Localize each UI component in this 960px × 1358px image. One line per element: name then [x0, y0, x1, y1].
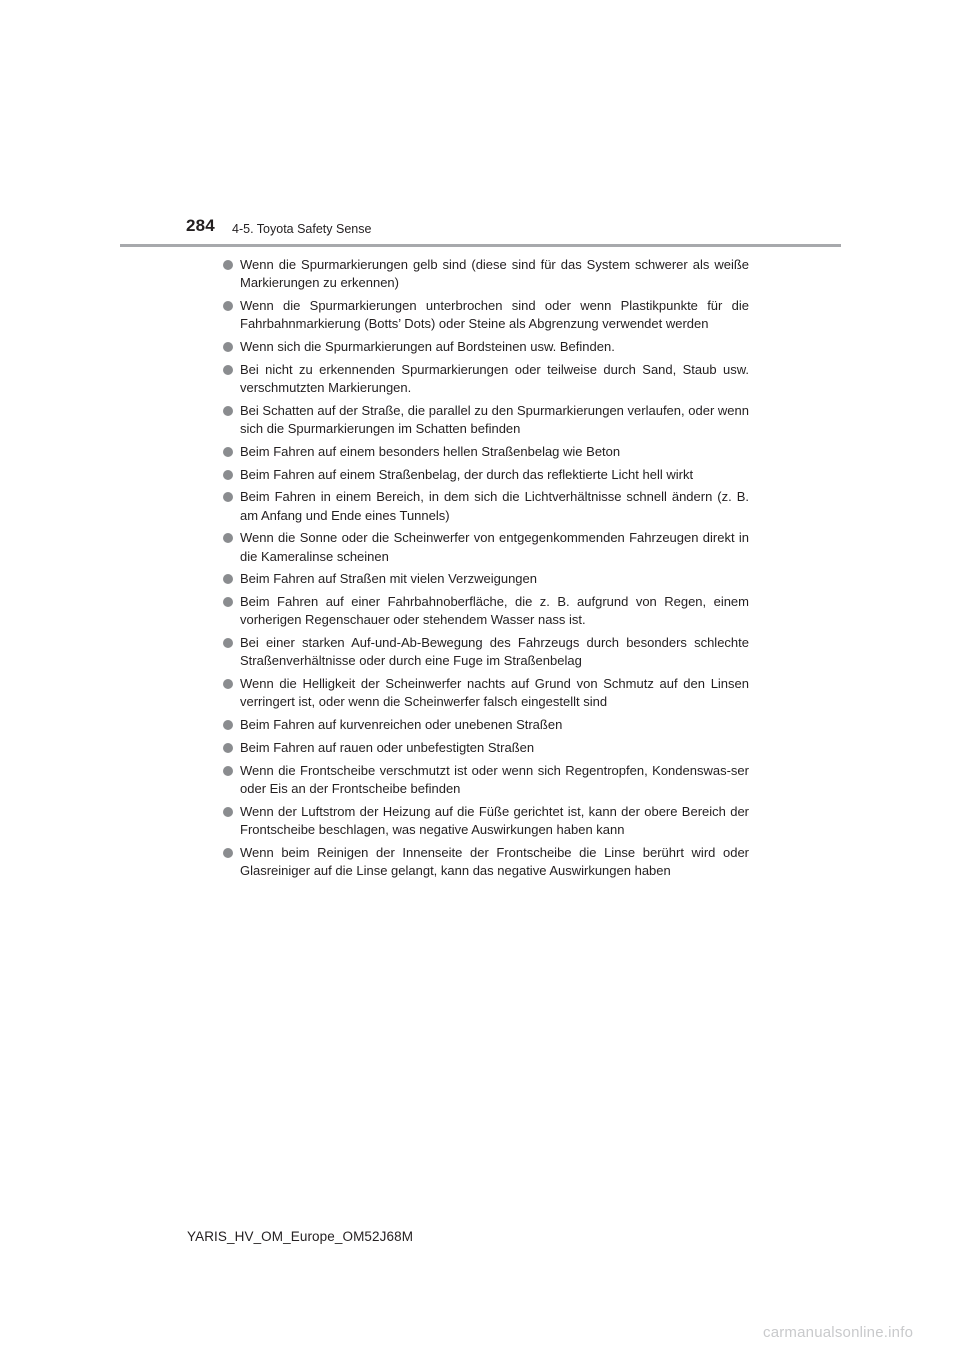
list-item-text: Bei nicht zu erkennenden Spurmarkierungen oder teilweise durch Sand, Staub usw. verschmutzten Markierungen.: [240, 361, 749, 395]
bullet-dot-icon: [223, 638, 233, 648]
bullet-dot-icon: [223, 720, 233, 730]
list-item-text: Beim Fahren auf einem Straßenbelag, der durch das reflektierte Licht hell wirkt: [240, 466, 694, 482]
list-item-text: Wenn die Frontscheibe verschmutzt ist oder wenn sich Regentropfen, Kondenswas-ser oder Eis an der Frontscheibe befinden: [240, 762, 749, 796]
bullet-dot-icon: [223, 447, 233, 457]
bullet-dot-icon: [223, 260, 233, 270]
list-item: [223, 488, 749, 524]
bullet-dot-icon: [223, 365, 233, 375]
list-item-text: Beim Fahren auf rauen oder unbefestigten Straßen: [240, 739, 535, 755]
section-title: 4-5. Toyota Safety Sense: [232, 222, 372, 236]
header-divider: [120, 244, 841, 247]
list-item: [223, 762, 749, 798]
bullet-dot-icon: [223, 533, 233, 543]
bullet-dot-icon: [223, 492, 233, 502]
list-item-text: Bei einer starken Auf-und-Ab-Bewegung des Fahrzeugs durch besonders schlechte Straßenverhältnisse oder durch eine Fuge im Straßenbelag: [240, 635, 749, 669]
list-item: [223, 593, 749, 629]
bullet-dot-icon: [223, 574, 233, 584]
bullet-dot-icon: [223, 679, 233, 689]
list-item-text: Wenn die Helligkeit der Scheinwerfer nachts auf Grund von Schmutz auf den Linsen verringert ist, oder wenn die Scheinwerfer falsch eingestellt sind: [240, 676, 749, 710]
bullet-dot-icon: [223, 848, 233, 858]
list-item-text: Beim Fahren in einem Bereich, in dem sich die Lichtverhältnisse schnell ändern (z. B. am Anfang und Ende eines Tunnels): [240, 489, 749, 523]
list-item: [223, 529, 749, 565]
list-item-text: Beim Fahren auf kurvenreichen oder unebenen Straßen: [240, 717, 563, 733]
bullet-dot-icon: [223, 470, 233, 480]
list-item: [223, 256, 749, 292]
bullet-dot-icon: [223, 597, 233, 607]
list-item: [223, 739, 749, 757]
page-number: 284: [186, 216, 215, 235]
list-item-text: Beim Fahren auf Straßen mit vielen Verzweigungen: [240, 571, 537, 587]
list-item-text: Wenn beim Reinigen der Innenseite der Frontscheibe die Linse berührt wird oder Glasreiniger auf die Linse gelangt, kann das negative Auswirkungen haben: [240, 844, 749, 878]
list-item-text: Wenn sich die Spurmarkierungen auf Bordsteinen usw. Befinden.: [240, 339, 615, 354]
list-item: [223, 338, 749, 356]
list-item: [223, 297, 749, 333]
list-item-text: Wenn der Luftstrom der Heizung auf die Füße gerichtet ist, kann der obere Bereich der Frontscheibe beschlagen, was negative Auswirkungen haben kann: [240, 803, 749, 837]
list-item-text: Wenn die Spurmarkierungen unterbrochen sind oder wenn Plastikpunkte für die Fahrbahnmarkierung (Botts’ Dots) oder Steine als Abgrenzung verwendet werden: [240, 298, 749, 332]
list-item: [223, 570, 749, 588]
list-item: [223, 844, 749, 880]
list-item: [223, 803, 749, 839]
watermark-text: carmanualsonline.info: [763, 1324, 914, 1341]
list-item: [223, 716, 749, 734]
bullet-dot-icon: [223, 301, 233, 311]
bullet-dot-icon: [223, 406, 233, 416]
list-item-text: Wenn die Spurmarkierungen gelb sind (diese sind für das System schwerer als weiße Markierungen zu erkennen): [240, 257, 749, 291]
list-item-text: Wenn die Sonne oder die Scheinwerfer von entgegenkommenden Fahrzeugen direkt in die Kameralinse scheinen: [240, 530, 749, 564]
bullet-dot-icon: [223, 807, 233, 817]
list-item-text: Beim Fahren auf einer Fahrbahnoberfläche, die z. B. aufgrund von Regen, einem vorherigen Regenschauer oder stehendem Wasser nass ist.: [240, 594, 749, 628]
bullet-dot-icon: [223, 342, 233, 352]
list-item: [223, 443, 749, 461]
list-item: [223, 634, 749, 670]
list-item: [223, 675, 749, 711]
list-item: [223, 402, 749, 438]
list-item-text: Bei Schatten auf der Straße, die parallel zu den Spurmarkierungen verlaufen, oder wenn sich die Spurmarkierungen im Schatten befinden: [240, 402, 749, 436]
document-code: YARIS_HV_OM_Europe_OM52J68M: [187, 1229, 414, 1244]
list-item: [223, 361, 749, 397]
condition-bullet-list: [223, 256, 749, 885]
list-item: [223, 466, 749, 484]
bullet-dot-icon: [223, 766, 233, 776]
bullet-dot-icon: [223, 743, 233, 753]
list-item-text: Beim Fahren auf einem besonders hellen Straßenbelag wie Beton: [240, 443, 621, 459]
